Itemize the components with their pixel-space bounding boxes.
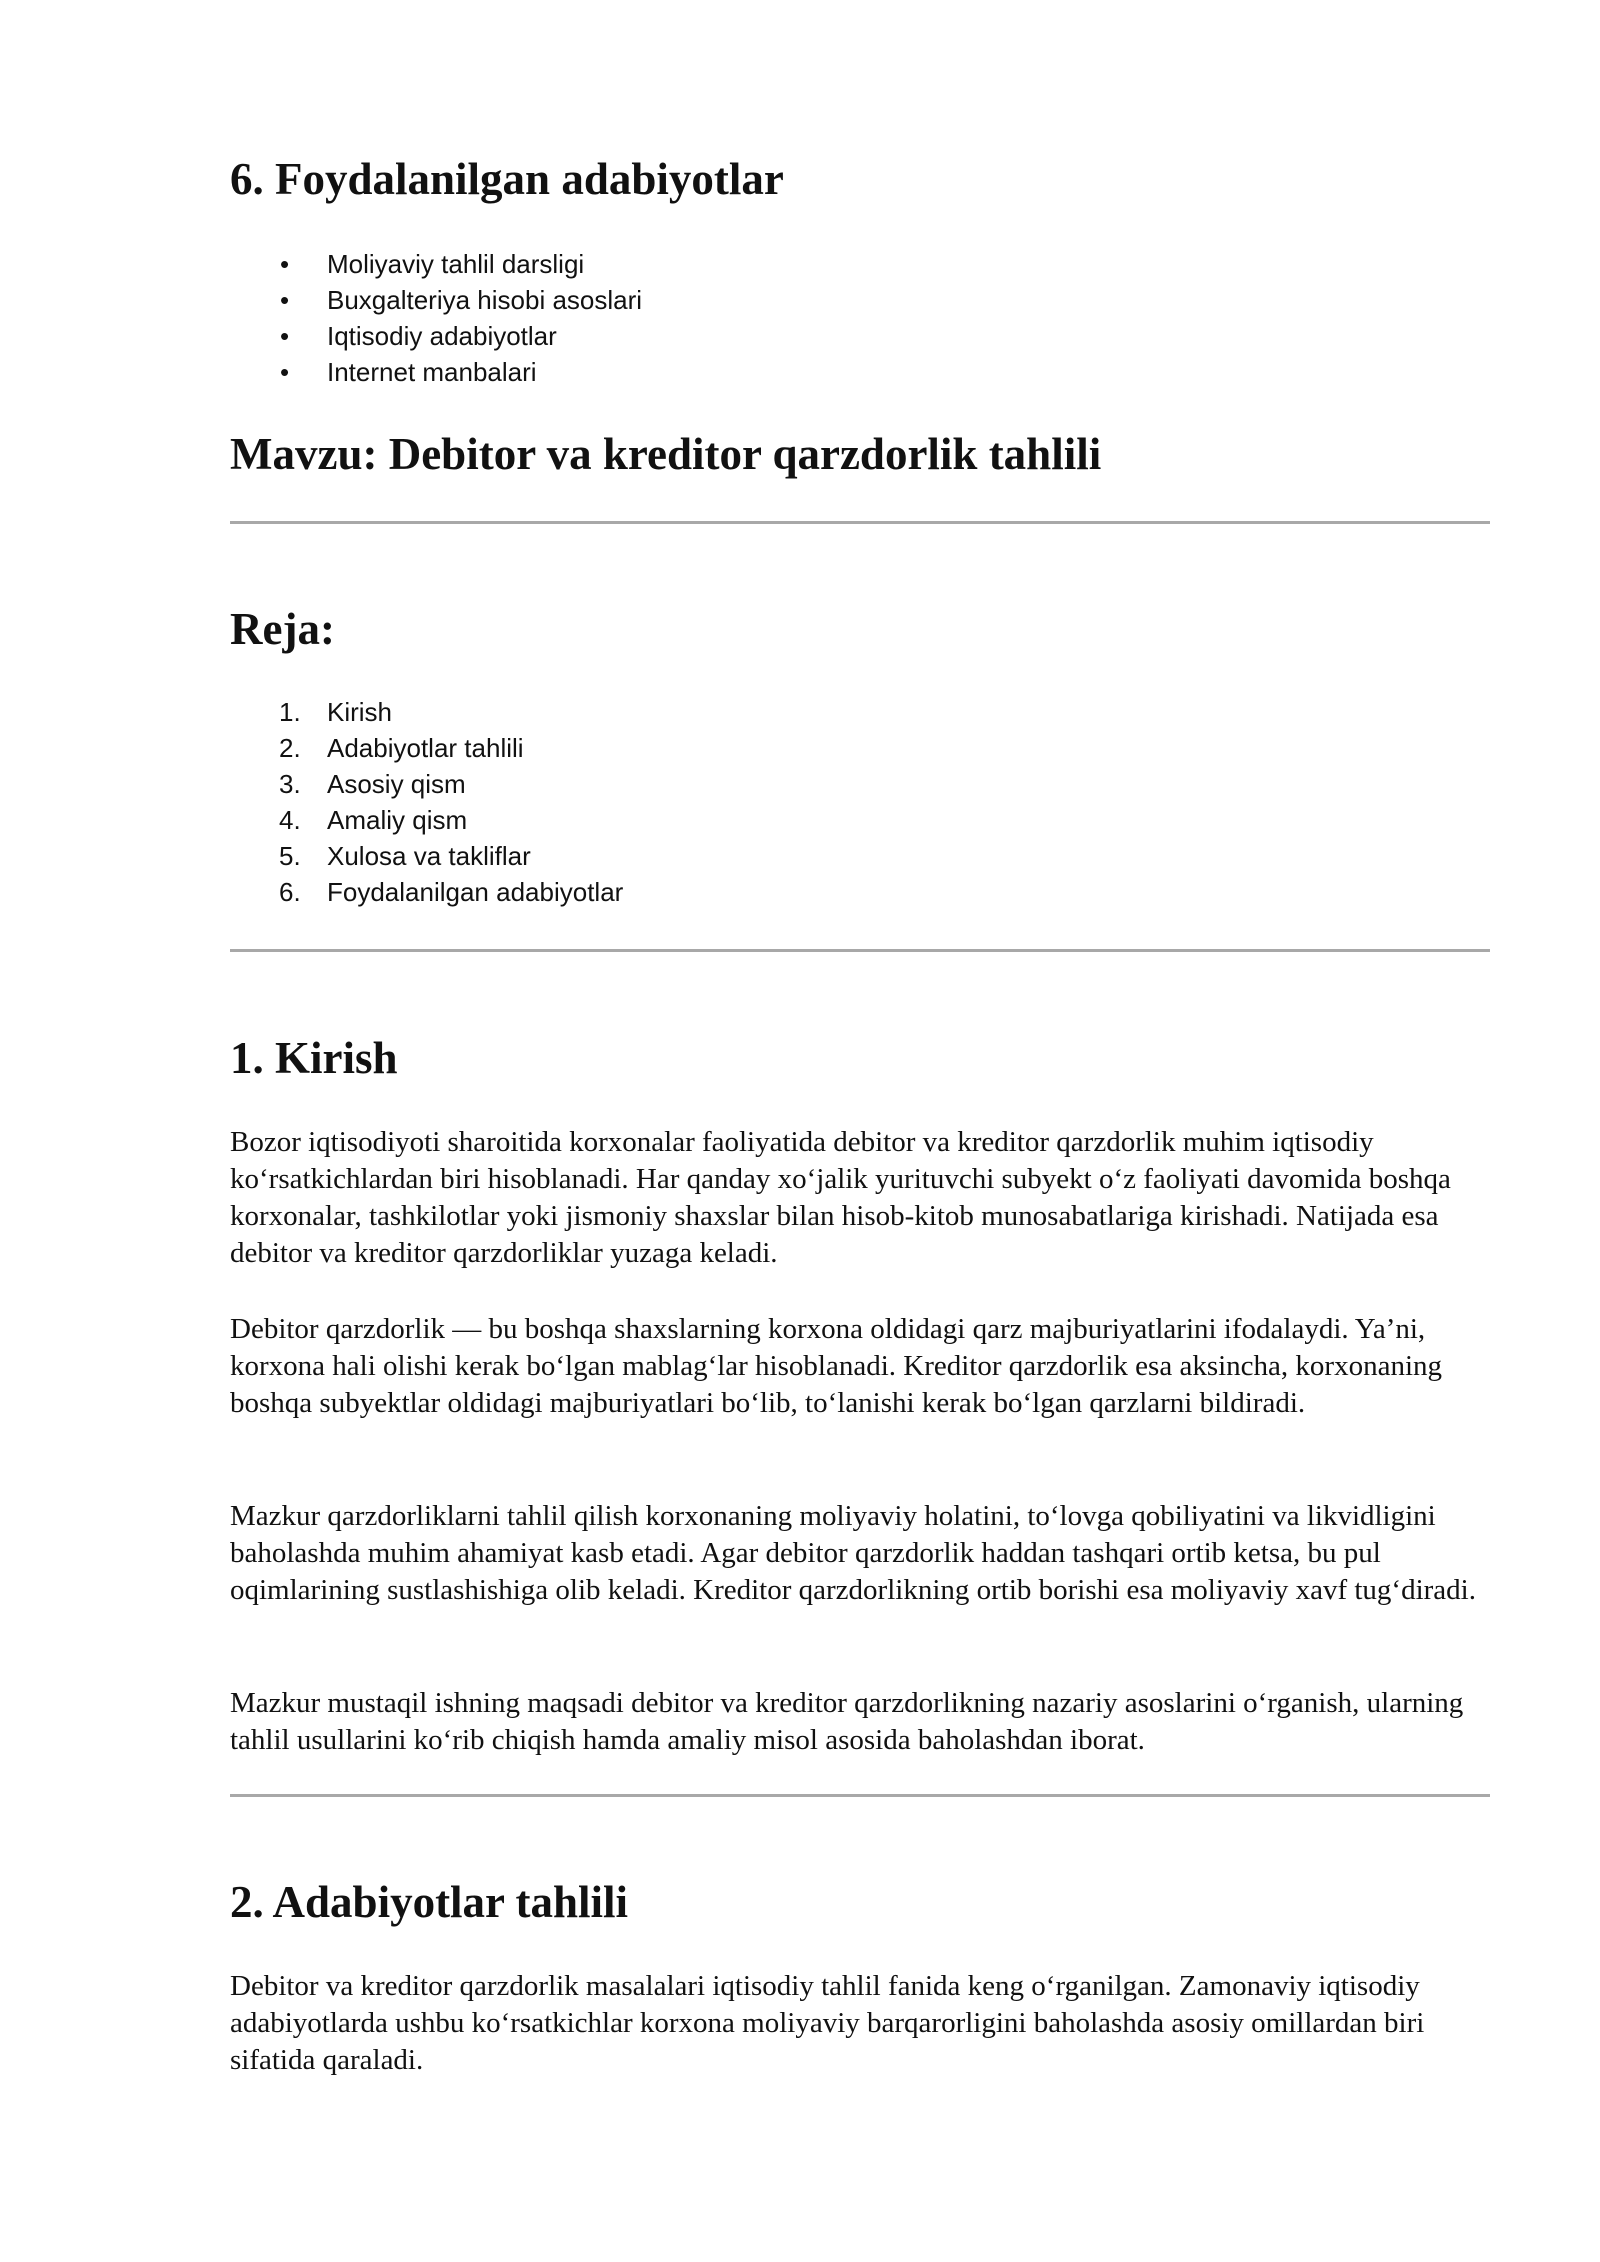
paragraph: Debitor qarzdorlik — bu boshqa shaxslarning korxona oldidagi qarz majburiyatlarini ifodalaydi. Ya’ni, korxona hali olishi kerak bo‘lgan mablag‘lar hisoblanadi. Kreditor qarzdorlik esa aksincha, korxonaning boshqa subyektlar oldidagi majburiyatlari bo‘lib, to‘lanishi kerak bo‘lgan qarzlarni bildiradi.: [230, 1313, 1442, 1419]
list-item-text: Amaliy qism: [327, 805, 468, 835]
list-item-text: Internet manbalari: [327, 357, 537, 387]
divider: [230, 949, 1490, 952]
list-item-text: Adabiyotlar tahlili: [327, 733, 524, 763]
paragraph: Bozor iqtisodiyoti sharoitida korxonalar faoliyatida debitor va kreditor qarzdorlik muhim iqtisodiy ko‘rsatkichlardan biri hisoblanadi. Har qanday xo‘jalik yurituvchi subyekt o‘z faoliyati davomida boshqa korxonalar, tashkilotlar yoki jismoniy shaxslar bilan hisob-kitob munosabatlariga kirishadi. Natijada esa debitor va kreditor qarzdorliklar yuzaga keladi.: [230, 1126, 1451, 1269]
list-number: 5.: [279, 841, 301, 871]
literature-list: [230, 246, 1490, 390]
list-number: 2.: [279, 733, 301, 763]
list-item: [230, 246, 1490, 282]
divider: [230, 1794, 1490, 1797]
paragraph: Debitor va kreditor qarzdorlik masalalari iqtisodiy tahlil fanida keng o‘rganilgan. Zamonaviy iqtisodiy adabiyotlarda ushbu ko‘rsatkichlar korxona moliyaviy barqarorligini baholashda asosiy omillardan biri sifatida qaraladi.: [230, 1970, 1425, 2076]
list-item-text: Moliyaviy tahlil darsligi: [327, 249, 585, 279]
list-item: [230, 874, 1490, 910]
list-item-text: Xulosa va takliflar: [327, 841, 531, 871]
topic-heading: Mavzu: Debitor va kreditor qarzdorlik tahlili: [230, 429, 1102, 479]
list-item: [230, 802, 1490, 838]
plan-heading: Reja:: [230, 604, 335, 654]
paragraph: Mazkur qarzdorliklarni tahlil qilish korxonaning moliyaviy holatini, to‘lovga qobiliyatini va likvidligini baholashda muhim ahamiyat kasb etadi. Agar debitor qarzdorlik haddan tashqari ortib ketsa, bu pul oqimlarining sustlashishiga olib keladi. Kreditor qarzdorlikning ortib borishi esa moliyaviy xavf tug‘diradi.: [230, 1500, 1476, 1606]
list-item: [230, 282, 1490, 318]
bullet-icon: •: [280, 249, 290, 279]
bullet-icon: •: [280, 285, 290, 315]
list-item: [230, 354, 1490, 390]
list-number: 6.: [279, 877, 301, 907]
literature-heading: 6. Foydalanilgan adabiyotlar: [230, 154, 784, 204]
divider: [230, 521, 1490, 524]
review-heading: 2. Adabiyotlar tahlili: [230, 1877, 628, 1927]
list-number: 4.: [279, 805, 301, 835]
bullet-icon: •: [280, 357, 290, 387]
list-number: 1.: [279, 697, 301, 727]
list-item-text: Buxgalteriya hisobi asoslari: [327, 285, 643, 315]
list-item-text: Foydalanilgan adabiyotlar: [327, 877, 624, 907]
list-item: [230, 766, 1490, 802]
list-item-text: Asosiy qism: [327, 769, 466, 799]
list-item-text: Kirish: [327, 697, 393, 727]
bullet-icon: •: [280, 321, 290, 351]
list-item: [230, 730, 1490, 766]
list-item-text: Iqtisodiy adabiyotlar: [327, 321, 557, 351]
paragraph: Mazkur mustaqil ishning maqsadi debitor va kreditor qarzdorlikning nazariy asoslarini o‘rganish, ularning tahlil usullarini ko‘rib chiqish hamda amaliy misol asosida baholashdan iborat.: [230, 1687, 1464, 1756]
list-item: [230, 694, 1490, 730]
intro-heading: 1. Kirish: [230, 1033, 398, 1083]
list-item: [230, 838, 1490, 874]
list-number: 3.: [279, 769, 301, 799]
list-item: [230, 318, 1490, 354]
plan-list: [230, 694, 1490, 910]
